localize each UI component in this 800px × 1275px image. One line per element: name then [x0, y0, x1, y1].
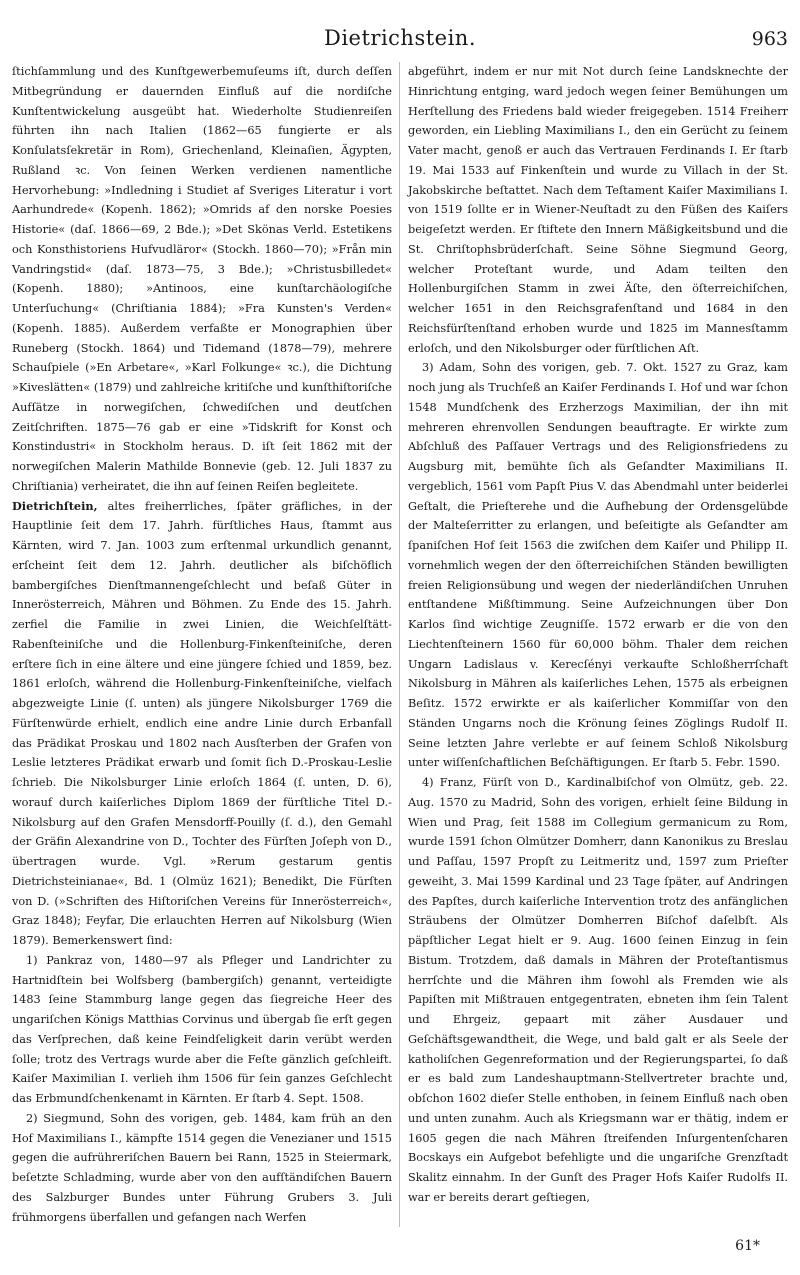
- entry-body: altes freiherrliches, ſpäter gräfliches, in der Hauptlinie ſeit dem 17. Jahrh. fürſtliches Haus, ſtammt aus Kärnten, wird 7. Jan. 1003 zum erſtenmal urkundlich genannt, erſcheint ſeit dem 12. Jahrh. deutlicher als biſchöflich bambergiſches Dienſtmannengeſchlecht und beſaß Güter in Innerösterreich, Mähren und Böhmen. Zu Ende des 15. Jahrh. zerfiel die Familie in zwei Linien, die Weichſelſtätt-Rabenſteiniſche und die Hollenburg-Finkenſteiniſche, deren erſtere ſich in eine ältere und eine jüngere ſchied und 1859, bez. 1861 erloſch, während die Hollenburg-Finkenſteiniſche, vielfach abgezweigte Linie (ſ. unten) als jüngere Nikolsburger 1769 die Fürſtenwürde erhielt, endlich eine andre Linie durch Erbanfall das Prädikat Proskau und 1802 nach Ausſterben der Grafen von Leslie letzteres Prädikat erwarb und ſomit ſich D.-Proskau-Leslie ſchrieb. Die Nikolsburger Linie erloſch 1864 (ſ. unten, D. 6), worauf durch kaiſerliches Diplom 1869 der fürſtliche Titel D.-Nikolsburg auf den Grafen Mensdorff-Pouilly (ſ. d.), den Gemahl der Gräfin Alexandrine von D., Tochter des Fürſten Joſeph von D., übertragen wurde. Vgl. »Rerum gestarum gentis Dietrichsteinianae«, Bd. 1 (Olmüz 1621); Benedikt, Die Fürſten von D. (»Schriften des Hiſtoriſchen Vereins für Innerösterreich«, Graz 1848); Feyfar, Die erlauchten Herren auf Nikolsburg (Wien 1879). Bemerkenswert ſind:: [12, 499, 392, 947]
- continuation-paragraph: ſtichſammlung und des Kunſtgewerbemuſeums iſt, durch deſſen Mitbegründung er dauernden Einfluß auf die nordiſche Kunſtentwickelung ausgeübt hat. Wiederholte Studienreiſen führten ihn nach Italien (1862—65 fungierte er als Konſulatsſekretär in Rom), Griechenland, Kleinaſien, Ägypten, Rußland ꝛc. Von ſeinen Werken verdienen namentliche Hervorhebung: »Indledning i Studiet af Sveriges Literatur i vort Aarhundrede« (Kopenh. 1862); »Omrids af den norske Poesies Historie« (daſ. 1866—69, 2 Bde.); »Det Skönas Verld. Estetikens och Konsthistoriens Hufvudläror« (Stockh. 1860—70); »Från min Vandringstid« (daſ. 1873—75, 3 Bde.); »Christusbilledet« (Kopenh. 1880); »Antinoos, eine kunſtarchäologiſche Unterſuchung« (Chriſtiania 1884); »Fra Kunsten's Verden« (Kopenh. 1885). Außerdem verfaßte er Monographien über Runeberg (Stockh. 1864) und Tidemand (1878—79), mehrere Schauſpiele (»En Arbetare«, »Karl Folkunge« ꝛc.), die Dichtung »Kiveslätten« (1879) und zahlreiche kritiſche und kunſthiſtoriſche Aufſätze in norwegiſchen, ſchwediſchen und deutſchen Zeitſchriften. 1875—76 gab er eine »Tidskrift for Konst och Konstindustri« in Stockholm heraus. D. iſt ſeit 1862 mit der norwegiſchen Malerin Mathilde Bonnevie (geb. 12. Juli 1837 zu Chriſtiania) verheiratet, die ihn auf ſeinen Reiſen begleitete.: [12, 65, 392, 493]
- left-column: [12, 62, 392, 1227]
- column-divider: [399, 62, 400, 1227]
- page-number: 963: [751, 28, 788, 50]
- page-title: Dietrichstein.: [323, 26, 477, 50]
- item-4-franz: 4) Franz, Fürſt von D., Kardinalbiſchof von Olmütz, geb. 22. Aug. 1570 zu Madrid, Sohn des vorigen, erhielt ſeine Bildung in Wien und Prag, ſeit 1588 im Collegium germanicum zu Rom, wurde 1591 ſchon Olmützer Domherr, dann Kanonikus zu Breslau und Paſſau, 1597 Propſt zu Leitmeritz und, 1597 zum Prieſter geweiht, 3. Mai 1599 Kardinal und 23 Tage ſpäter, auf Andringen des Papſtes, durch kaiſerliche Intervention trotz des anfänglichen Sträubens der Olmützer Domherren Biſchof daſelbſt. Als päpſtlicher Legat hielt er 9. Aug. 1600 ſeinen Einzug in ſein Bistum. Trotzdem, daß damals in Mähren der Proteſtantismus herrſchte und die Mähren ihm ſowohl als Fremden wie als Papiſten mit Mißtrauen entgegentraten, ebneten ihm ſein Talent und Ehrgeiz, gepaart mit zäher Ausdauer und Geſchäftsgewandtheit, die Wege, und bald galt er als Seele der katholiſchen Gegenreformation und der Regierungspartei, ſo daß er es bald zum Landeshauptmann-Stellvertreter brachte und, obſchon 1602 dieſer Stelle enthoben, in ſeinem Einfluß nach oben und unten zunahm. Auch als Kriegsmann war er thätig, indem er 1605 gegen die nach Mähren ſtreifenden Inſurgentenſcharen Bocskays ein Aufgebot befehligte und die ungariſche Grenzſtadt Skalitz einnahm. In der Gunſt des Prager Hofs Kaiſer Rudolfs II. war er bereits derart geſtiegen,: [408, 776, 788, 1204]
- continuation-paragraph-right: abgeführt, indem er nur mit Not durch ſeine Landsknechte der Hinrichtung entging, ward jedoch wegen ſeiner Bemühungen um Herſtellung des Friedens bald wieder freigegeben. 1514 Freiherr geworden, ein Liebling Maximilians I., den ein Gerücht zu ſeinem Vater macht, genoß er auch das Vertrauen Ferdinands I. Er ſtarb 19. Mai 1533 auf Finkenſtein und wurde zu Villach in der St. Jakobskirche beſtattet. Nach dem Teſtament Kaiſer Maximilians I. von 1519 ſollte er in Wiener-Neuſtadt zu den Füßen des Kaiſers beigeſetzt werden. Er ſtiftete den Innern Mäßigkeitsbund und die St. Chriſtophsbrüderſchaft. Seine Söhne Siegmund Georg, welcher Proteſtant wurde, und Adam teilten den Hollenburgiſchen Stamm in zwei Äſte, den öſterreichiſchen, welcher 1651 in den Reichsgrafenſtand und 1684 in den Reichsfürſtenſtand erhoben wurde und 1825 im Mannesſtamm erloſch, und den Nikolsburger oder fürſtlichen Aſt.: [408, 65, 788, 355]
- entry-dietrichstein: [12, 497, 392, 951]
- signature-mark: 61*: [735, 1238, 760, 1254]
- item-2-siegmund: 2) Siegmund, Sohn des vorigen, geb. 1484, kam früh an den Hof Maximilians I., kämpfte 1514 gegen die Venezianer und 1515 gegen die aufrühreriſchen Bauern bei Rann, 1525 in Steiermark, beſetzte Schladming, wurde aber von den aufſtändiſchen Bauern des Salzburger Bundes unter Führung Grubers 3. Juli frühmorgens überfallen und gefangen nach Werfen: [12, 1111, 392, 1224]
- right-column: [408, 62, 788, 1208]
- entry-headword: Dietrichſtein,: [12, 498, 98, 513]
- item-1-pankraz: 1) Pankraz von, 1480—97 als Pfleger und Landrichter zu Hartnidſtein bei Wolfsberg (bambergiſch) genannt, verteidigte 1483 ſeine Stammburg lange gegen das ſiegreiche Heer des ungariſchen Königs Matthias Corvinus und übergab ſie erſt gegen das Verſprechen, daß keine Feindſeligkeit darin verübt werden ſolle; trotz des Vertrags wurde aber die Feſte gänzlich geſchleift. Kaiſer Maximilian I. verlieh ihm 1506 für ſein ganzes Geſchlecht das Erbmundſchenkenamt in Kärnten. Er ſtarb 4. Sept. 1508.: [12, 953, 392, 1105]
- item-3-adam: 3) Adam, Sohn des vorigen, geb. 7. Okt. 1527 zu Graz, kam noch jung als Truchſeß an Kaiſer Ferdinands I. Hof und war ſchon 1548 Mundſchenk des Erzherzogs Maximilian, der ihn mit mehreren ehrenvollen Sendungen beauftragte. Er wirkte zum Abſchluß des Paſſauer Vertrags und des Religionsfriedens zu Augsburg mit, bemühte ſich als Geſandter Maximilians II. vergeblich, 1561 vom Papſt Pius V. das Abendmahl unter beiderlei Geſtalt, die Prieſterehe und die Aufhebung der Ordensgelübde der Malteſerritter zu erlangen, und beſeitigte als Geſandter am ſpaniſchen Hof ſeit 1563 die zwiſchen dem Kaiſer und Philipp II. vornehmlich wegen der den öſterreichiſchen Ständen bewilligten freien Religionsübung und wegen der niederländiſchen Unruhen entſtandene Mißſtimmung. Seine Aufzeichnungen über Don Karlos ſind wichtige Zeugniſſe. 1572 erwarb er die von den Liechtenſteinern 1560 für 60,000 böhm. Thaler dem reichen Ungarn Ladislaus v. Kerecſényi verkaufte Schloßherrſchaft Nikolsburg in Mähren als kaiſerliches Lehen, 1575 als erbeignen Beſitz. 1572 erwirkte er als kaiſerlicher Kommiſſar von den Ständen Ungarns noch die Krönung ſeines Zöglings Rudolf II. Seine letzten Jahre verlebte er auf ſeinem Schloß Nikolsburg unter wiſſenſchaftlichen Beſchäftigungen. Er ſtarb 5. Febr. 1590.: [408, 361, 788, 770]
- running-header: [0, 26, 800, 54]
